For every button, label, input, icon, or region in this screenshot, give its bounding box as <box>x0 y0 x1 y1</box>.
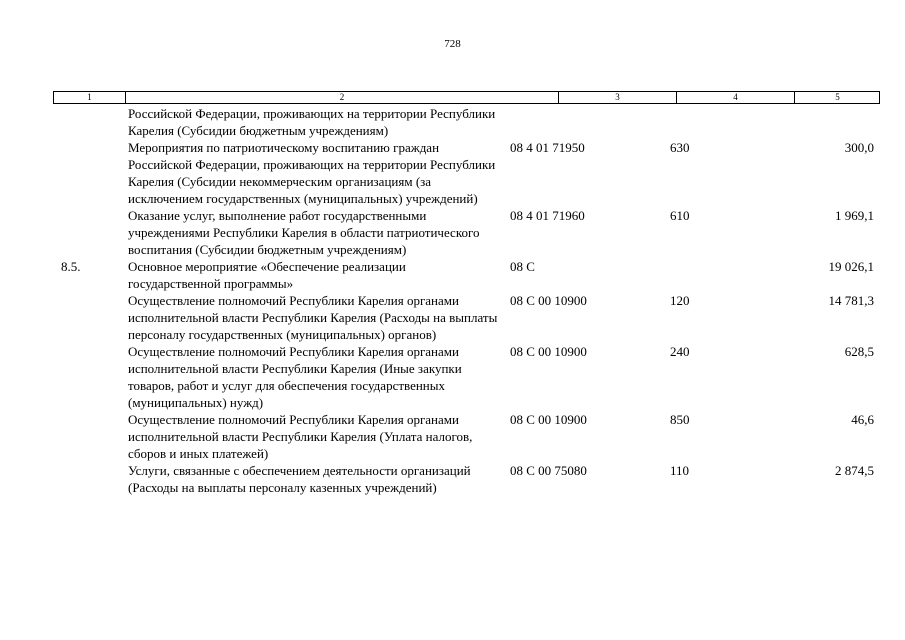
row-description: Мероприятия по патриотическому воспитанию граждан Российской Федерации, проживающих на территории Республики Карелия (Субсидии некоммерческим организациям (за исключением государственных (муниципальных) учреждений) <box>128 140 496 206</box>
header-col-2: 2 <box>125 92 558 103</box>
row-amount: 14 781,3 <box>828 293 874 308</box>
row-expense-type: 110 <box>670 463 690 478</box>
row-amount: 300,0 <box>844 140 874 155</box>
table-row <box>53 258 880 292</box>
header-col-3: 3 <box>558 92 676 103</box>
table-row <box>53 207 880 258</box>
row-description: Осуществление полномочий Республики Карелия органами исполнительной власти Республики Карелия (Расходы на выплаты персоналу государственных (муниципальных) органов) <box>128 293 498 342</box>
row-amount: 2 874,5 <box>835 463 874 478</box>
row-expense-type: 610 <box>670 208 690 223</box>
header-col-1: 1 <box>87 92 92 102</box>
row-code: 08 4 01 71950 <box>510 140 585 155</box>
row-amount: 19 026,1 <box>828 259 874 274</box>
table-row <box>53 462 880 496</box>
row-code: 08 4 01 71960 <box>510 208 585 223</box>
header-col-5: 5 <box>794 92 880 103</box>
row-expense-type: 120 <box>670 293 690 308</box>
table-row <box>53 292 880 343</box>
page-number: 728 <box>444 38 461 50</box>
row-code: 08 С 00 10900 <box>510 344 587 359</box>
row-amount: 1 969,1 <box>835 208 874 223</box>
table-row <box>53 105 880 139</box>
row-expense-type: 630 <box>670 140 690 155</box>
row-description: Российской Федерации, проживающих на территории Республики Карелия (Субсидии бюджетным учреждениям) <box>128 106 496 138</box>
row-description: Оказание услуг, выполнение работ государственными учреждениями Республики Карелия в области патриотического воспитания (Субсидии бюджетным учреждениям) <box>128 208 480 257</box>
row-description: Услуги, связанные с обеспечением деятельности организаций (Расходы на выплаты персоналу казенных учреждений) <box>128 463 471 495</box>
table-row <box>53 343 880 411</box>
row-amount: 46,6 <box>851 412 874 427</box>
row-description: Осуществление полномочий Республики Карелия органами исполнительной власти Республики Карелия (Иные закупки товаров, работ и услуг для обеспечения государственных (муниципальных) нужд) <box>128 344 462 410</box>
table-row <box>53 139 880 207</box>
row-expense-type: 240 <box>670 344 690 359</box>
header-col-4: 4 <box>676 92 794 103</box>
table-header <box>53 91 880 104</box>
table-body <box>53 105 880 496</box>
row-expense-type: 850 <box>670 412 690 427</box>
row-code: 08 С <box>510 259 535 274</box>
row-code: 08 С 00 10900 <box>510 412 587 427</box>
row-description: Основное мероприятие «Обеспечение реализации государственной программы» <box>128 259 406 291</box>
row-description: Осуществление полномочий Республики Карелия органами исполнительной власти Республики Карелия (Уплата налогов, сборов и иных платежей) <box>128 412 473 461</box>
row-number: 8.5. <box>61 259 81 274</box>
row-code: 08 С 00 10900 <box>510 293 587 308</box>
row-amount: 628,5 <box>844 344 874 359</box>
table-row <box>53 411 880 462</box>
row-code: 08 С 00 75080 <box>510 463 587 478</box>
